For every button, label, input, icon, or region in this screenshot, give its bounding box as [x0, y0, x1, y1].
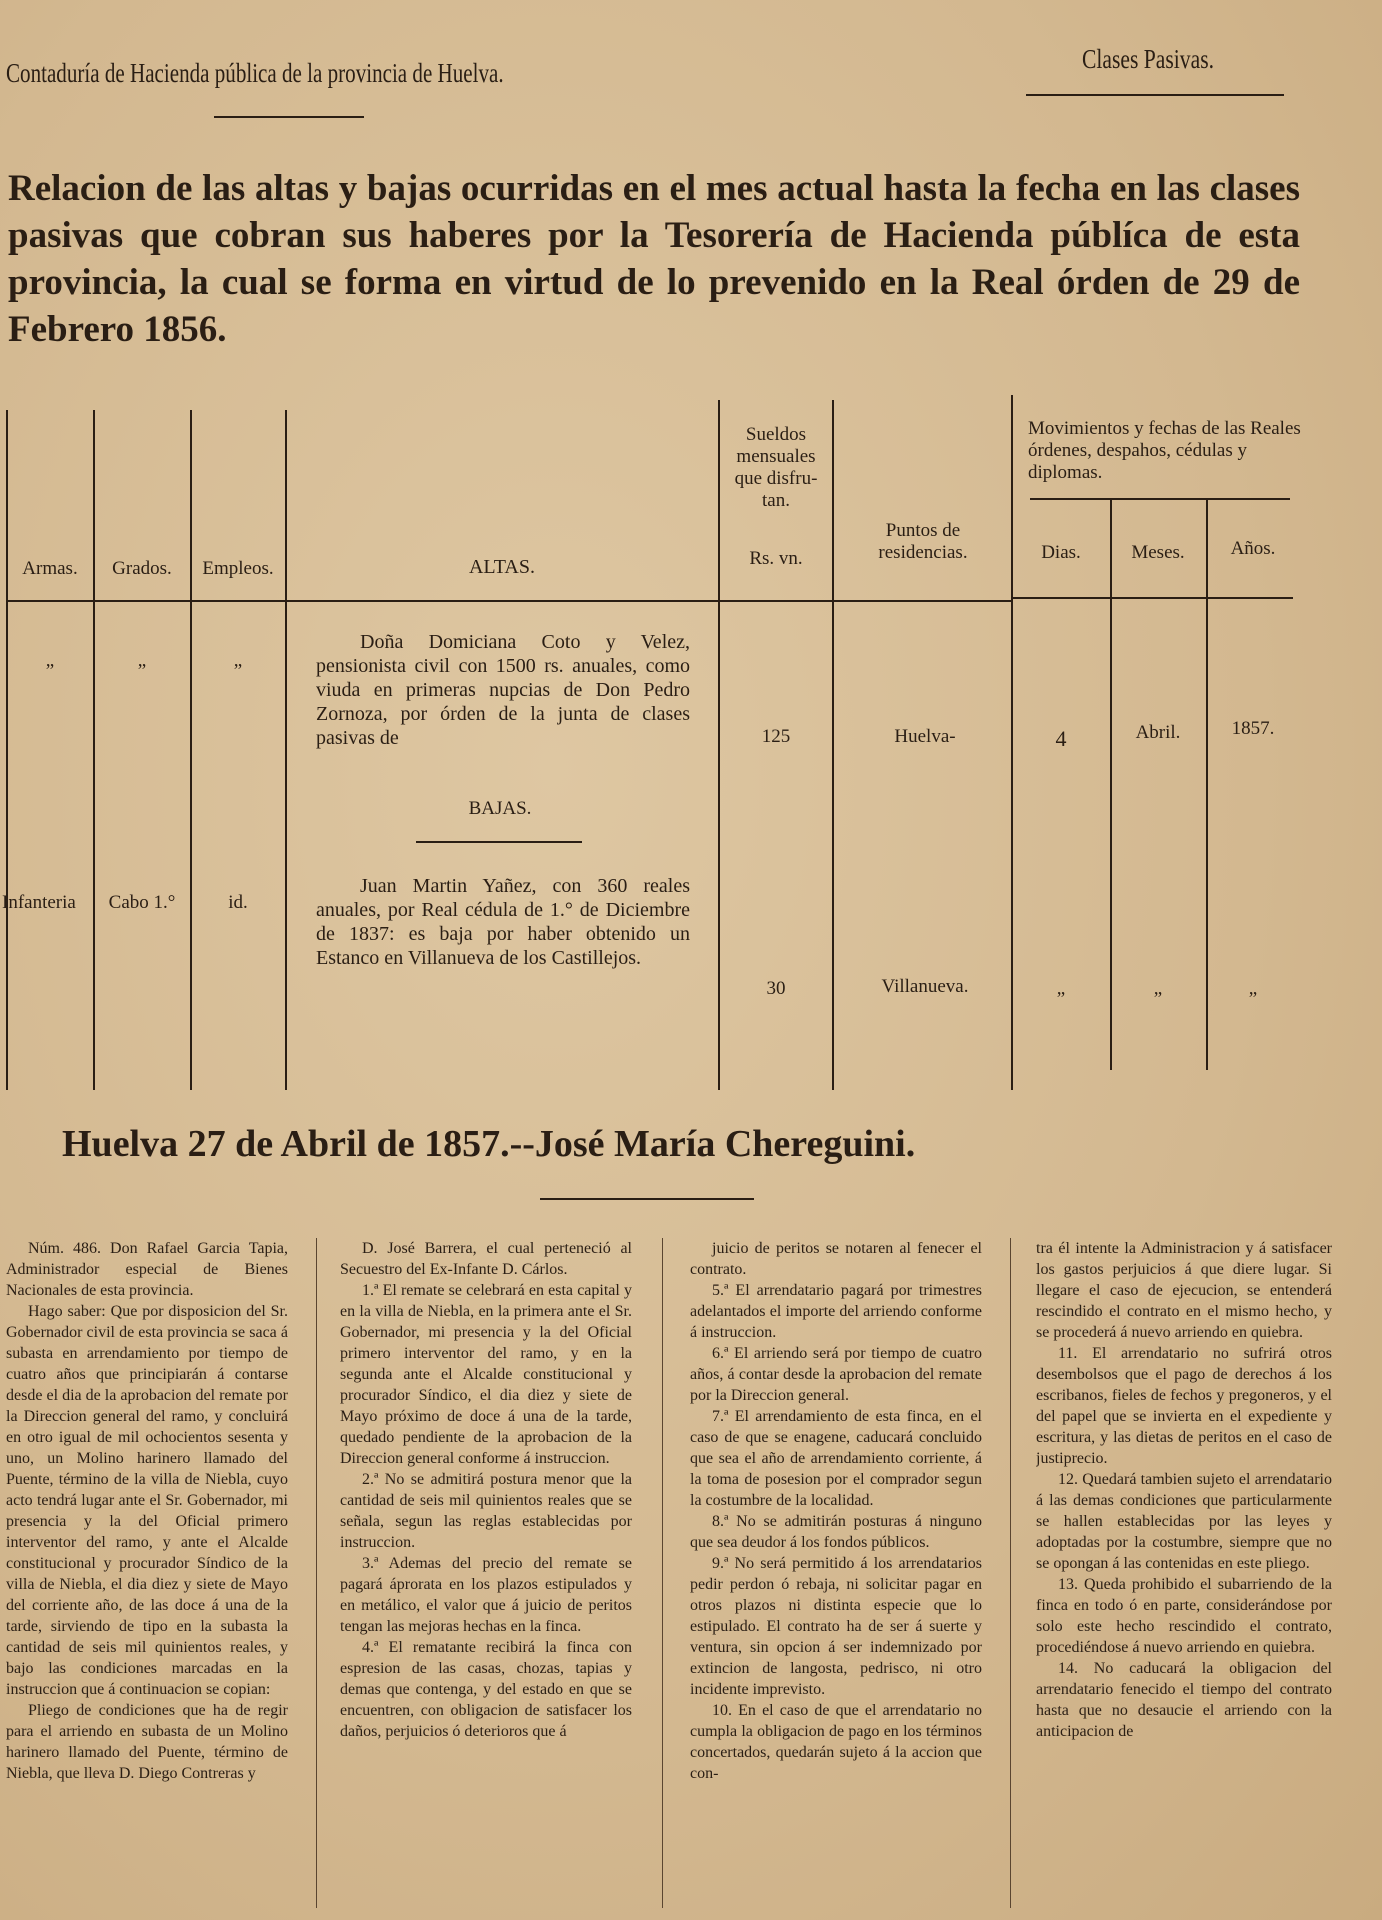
baja-text: Juan Martin Yañez, con 360 reales anuales, por Real cédula de 1.° de Diciembre de 1837: es baja por haber obtenido un Estanco en Villanueva de los Castillejos.: [316, 875, 690, 969]
alta-sueldo: 125: [761, 726, 791, 747]
baja-armas: Infanteria: [2, 892, 76, 913]
notice-paragraph: 13. Queda prohibido el subarriendo de la finca en todo ó en parte, considerándose por solo este hecho rescindido el contrato, procediéndose á nuevo arriendo en quiebra.: [1036, 1576, 1332, 1656]
baja-dia: „: [1056, 978, 1066, 999]
bajas-label: BAJAS.: [468, 798, 532, 819]
notice-paragraph: 14. No caducará la obligacion del arrendatario fenecido el tiempo del contrato hasta que no desaucie el arriendo con la anticipacion de: [1036, 1660, 1332, 1740]
notice-paragraph: Hago saber: Que por disposicion del Sr. Gobernador civil de esta provincia se saca á subasta en arrendamiento por tiempo de cuatro años que principiarán á contarse desde el dia de la aprobacion del remate por la Direccion general del ramo, y concluirá en otro igual de mil ochocientos sesenta y uno, un Molino harinero llamado del Puente, término de la villa de Niebla, cuyo acto tendrá lugar ante el Sr. Gobernador, mi presencia y la del Oficial primero interventor del ramo, y ante el Alcalde constitucional y procurador Síndico de la villa de Niebla, el dia diez y siete de Mayo del corriente año, de las doce á una de la tarde, sirviendo de tipo en la subasta la cantidad de seis mil quinientos reales, y bajo las condiciones marcadas en la instruccion que á continuacion se copian:: [6, 1303, 288, 1698]
header-movimientos: Movimientos y fechas de las Reales órdenes, despahos, cédulas y diplomas.: [1028, 418, 1301, 483]
notice-paragraph: 6.ª El arriendo será por tiempo de cuatro años, á contar desde la aprobacion del remate por la Direccion general.: [690, 1345, 982, 1404]
header-rule-left: [214, 116, 364, 118]
alta-grados: „: [137, 650, 147, 671]
notice-paragraph: tra él intente la Administracion y á satisfacer los gastos perjuicios á que diere lugar. Si llegare el caso de ejecucion, se entenderá rescindido el contrato en el mismo hecho, y se procederá á nuevo arriendo en quiebra.: [1036, 1240, 1332, 1341]
notice-paragraph: Pliego de condiciones que ha de regir para el arriendo en subasta de un Molino harinero llamado del Puente, término de Niebla, que lleva D. Diego Contreras y: [6, 1702, 288, 1782]
bajas-rule: [416, 841, 582, 843]
baja-mes: „: [1153, 978, 1163, 999]
header-dias: Dias.: [1041, 542, 1081, 563]
baja-empleos: id.: [228, 892, 248, 913]
notice-paragraph: 7.ª El arrendamiento de esta finca, en el caso de que se enagene, caducará concluido que sea el año de arrendamiento corriente, á la toma de posesion por el comprador segun la costumbre de la localidad.: [690, 1408, 982, 1509]
notice-paragraph: 12. Quedará tambien sujeto el arrendatario á las demas condiciones que particularmente se hallen establecidas por las leyes y adoptadas por la costumbre, siempre que no se opongan á las contenidas en este pliego.: [1036, 1471, 1332, 1572]
baja-punto: Villanueva.: [881, 976, 969, 997]
notice-column-1: [6, 1238, 288, 1918]
alta-punto: Huelva-: [894, 726, 956, 747]
column-divider: [316, 1238, 317, 1908]
baja-ano: „: [1248, 978, 1258, 999]
notice-column-2: [340, 1238, 632, 1918]
notice-column-3: [690, 1238, 982, 1918]
header-empleos: Empleos.: [202, 558, 274, 579]
header-rule-right: [1026, 94, 1284, 96]
alta-dia: 4: [1055, 726, 1067, 751]
header-anos: Años.: [1230, 538, 1276, 559]
notice-paragraph: 10. En el caso de que el arrendatario no cumpla la obligacion de pago en los términos concertados, quedarán sujeto á la accion que con-: [690, 1702, 982, 1782]
header-sueldos: Sueldos mensuales que disfru-tan.: [734, 424, 818, 511]
alta-empleos: „: [233, 650, 243, 671]
column-divider: [662, 1238, 663, 1908]
baja-sueldo: 30: [766, 978, 786, 999]
section-header: Clases Pasivas.: [1082, 44, 1214, 74]
header-armas: Armas.: [22, 558, 78, 579]
notice-paragraph: 8.ª No se admitirán posturas á ninguno que sea deudor á los fondos públicos.: [690, 1513, 982, 1551]
notice-paragraph: 9.ª No será permitido á los arrendatarios pedir perdon ó rebaja, ni solicitar pagar en otros plazos ni distinta especie que lo estipulado. El contrato ha de ser á suerte y ventura, sin opcion á ser indemnizado por extincion de langosta, pedrisco, ni otro incidente imprevisto.: [690, 1555, 982, 1698]
alta-ano: 1857.: [1231, 718, 1275, 739]
notice-paragraph: 4.ª El rematante recibirá la finca con espresion de las casas, chozas, tapias y demas que contenga, y del estado en que se encuentren, con obligacion de satisfacer los daños, perjuicios ó deterioros que á: [340, 1639, 632, 1740]
column-divider: [1010, 1238, 1011, 1908]
document-title: Relacion de las altas y bajas ocurridas en el mes actual hasta la fecha en las clases pasivas que cobran sus haberes por la Tesorería de Hacienda públíca de esta provincia, la cual se forma en virtud de lo prevenido en la Real órden de 29 de Febrero 1856.: [8, 168, 1300, 350]
notice-paragraph: 2.ª No se admitirá postura menor que la cantidad de seis mil quinientos reales que se señala, segun las reglas establecidas por instruccion.: [340, 1471, 632, 1551]
notice-paragraph: Núm. 486. Don Rafael Garcia Tapia, Administrador especial de Bienes Nacionales de esta provincia.: [6, 1240, 288, 1299]
header-rsvn: Rs. vn.: [749, 548, 803, 569]
header-altas: ALTAS.: [468, 556, 535, 578]
alta-text: Doña Domiciana Coto y Velez, pensionista civil con 1500 rs. anuales, como viuda en primeras nupcias de Don Pedro Zornoza, por órden de la junta de clases pasivas de: [316, 631, 690, 749]
signature-line: Huelva 27 de Abril de 1857.--José María Chereguini.: [62, 1123, 916, 1165]
header-grados: Grados.: [112, 558, 172, 579]
notice-paragraph: juicio de peritos se notaren al fenecer el contrato.: [690, 1240, 982, 1278]
notice-paragraph: 1.ª El remate se celebrará en esta capital y en la villa de Niebla, en la primera ante el Sr. Gobernador, mi presencia y la del Oficial primero interventor del ramo, y en la segunda ante el Alcalde constitucional y procurador Síndico, el dia diez y siete de Mayo próximo de doce á una de la tarde, quedado pendiente de la aprobacion de la Direccion general conforme á instruccion.: [340, 1282, 632, 1467]
alta-armas: „: [45, 650, 55, 671]
signature-rule: [540, 1198, 754, 1200]
header-puntos: Puntos de residencias.: [878, 520, 968, 563]
header-meses: Meses.: [1131, 542, 1185, 563]
office-header: Contaduría de Hacienda pública de la provincia de Huelva.: [6, 58, 504, 88]
notice-paragraph: 5.ª El arrendatario pagará por trimestres adelantados el importe del arriendo conforme á instruccion.: [690, 1282, 982, 1341]
notice-paragraph: 3.ª Ademas del precio del remate se pagará áprorata en los plazos estipulados y en metálico, el valor que á juicio de peritos tengan las mejoras hechas en la finca.: [340, 1555, 632, 1635]
notice-paragraph: D. José Barrera, el cual perteneció al Secuestro del Ex-Infante D. Cárlos.: [340, 1240, 632, 1278]
notice-paragraph: 11. El arrendatario no sufrirá otros desembolsos que el pago de derechos á los escribanos, fieles de fechos y pregoneros, y el del papel que se invierta en el expediente y escritura, y las dietas de peritos en el caso de justiprecio.: [1036, 1345, 1332, 1467]
alta-mes: Abril.: [1135, 722, 1181, 743]
notice-column-4: [1036, 1238, 1332, 1918]
baja-grados: Cabo 1.°: [108, 892, 176, 913]
